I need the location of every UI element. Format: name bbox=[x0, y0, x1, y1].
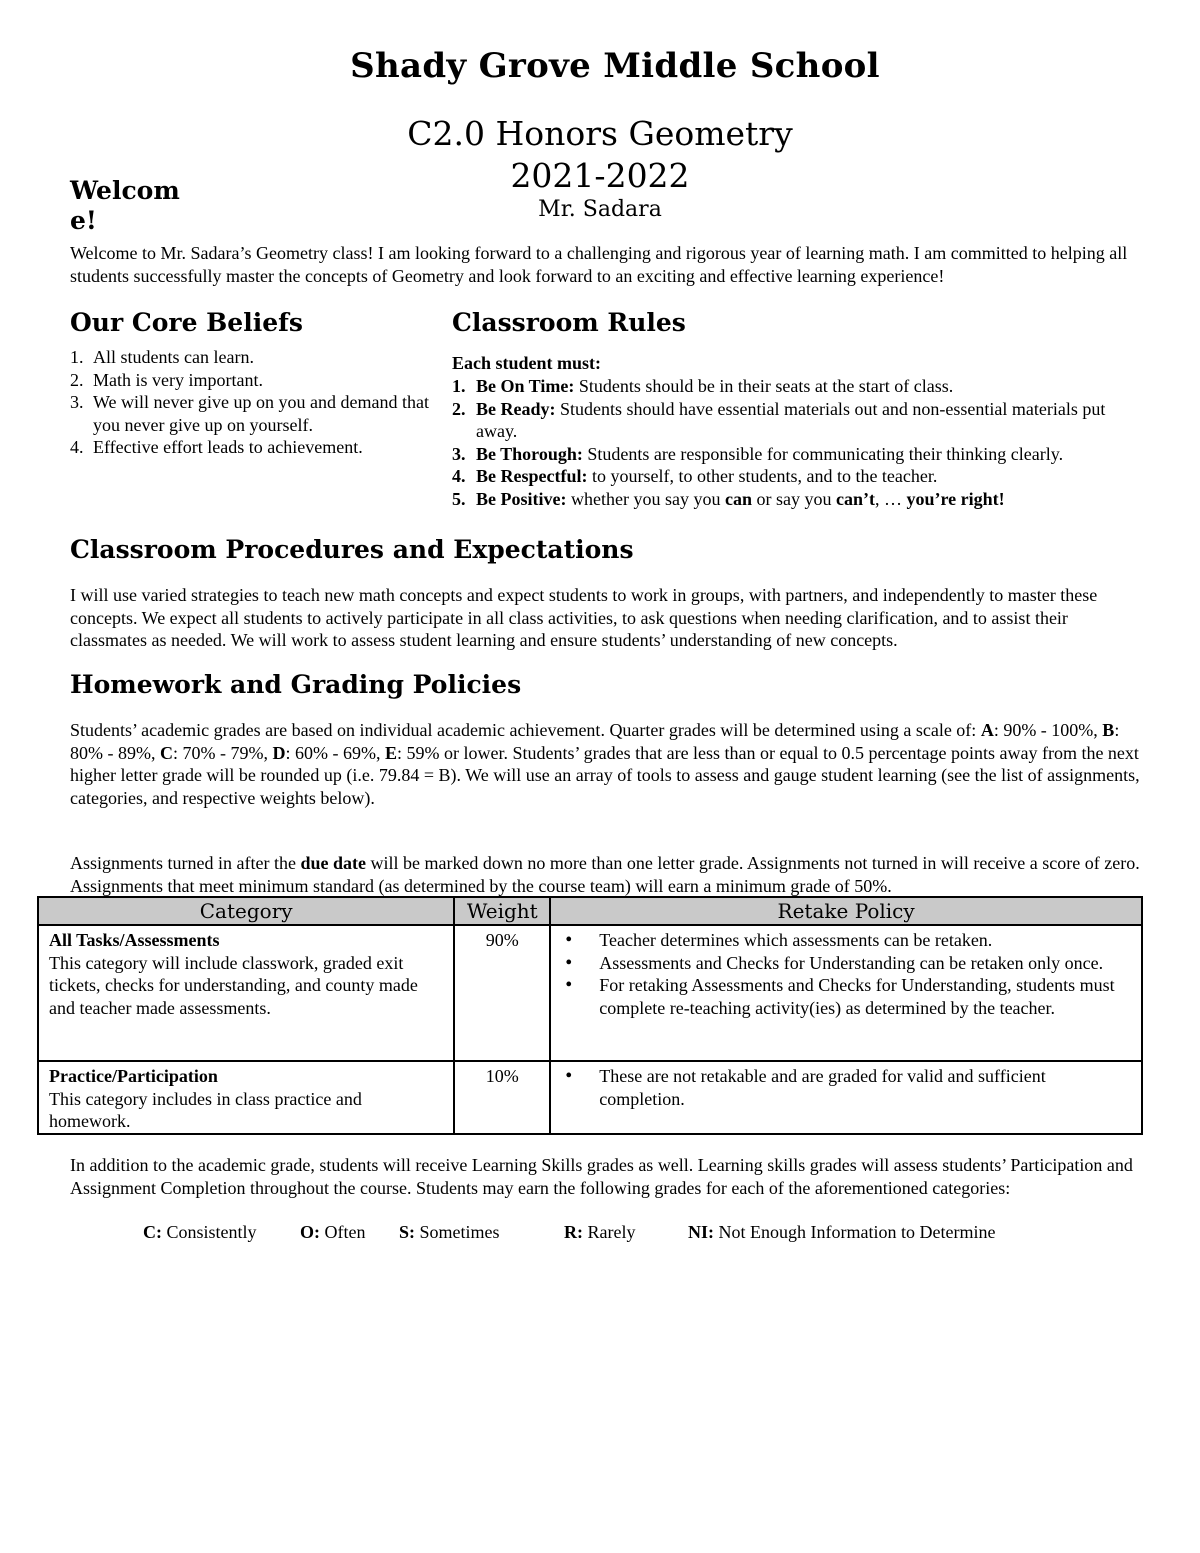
rule-number: 2. bbox=[452, 398, 466, 419]
grade-letter: C bbox=[159, 742, 173, 763]
learning-skills-text: In addition to the academic grade, students will receive Learning Skills grades as well. Learning skills grades will assess students’ Participation and Assignment Completion throughout the course. Students may earn the following grades for each of the aforementioned categories: bbox=[70, 1155, 1133, 1198]
column-header-category: Category bbox=[38, 897, 454, 925]
table-row bbox=[38, 925, 1142, 1061]
belief-number: 1. bbox=[70, 347, 84, 367]
rule-number: 4. bbox=[452, 466, 466, 486]
rule-item bbox=[452, 465, 1142, 488]
scale-code: NI: bbox=[688, 1222, 714, 1242]
rule-text: Students should have essential materials out and non-essential materials put away. bbox=[476, 398, 1106, 441]
scale-item bbox=[143, 1222, 300, 1243]
rule-title: Be Positive: bbox=[476, 488, 567, 509]
rule-item bbox=[452, 375, 1142, 398]
late-policy-text bbox=[70, 852, 1142, 897]
scale-code: C: bbox=[143, 1222, 162, 1242]
belief-number: 4. bbox=[70, 437, 84, 457]
belief-item bbox=[70, 369, 440, 392]
scale-code: S: bbox=[399, 1222, 416, 1242]
rule-text: Students should be in their seats at the start of class. bbox=[578, 376, 954, 396]
column-header-weight: Weight bbox=[454, 897, 550, 925]
rule-title: Be Thorough: bbox=[476, 443, 583, 464]
rule-emphasis: can bbox=[724, 488, 752, 509]
rule-number: 3. bbox=[452, 443, 466, 464]
welcome-heading-line1: Welcom bbox=[70, 176, 180, 205]
retake-policy-list bbox=[561, 929, 1131, 1019]
homework-heading: Homework and Grading Policies bbox=[70, 670, 522, 699]
category-cell bbox=[38, 925, 454, 1061]
rule-text: to yourself, to other students, and to the teacher. bbox=[591, 466, 938, 486]
rules-heading: Classroom Rules bbox=[452, 308, 686, 337]
belief-item bbox=[70, 436, 440, 459]
grade-letter: D bbox=[272, 742, 286, 763]
scale-label: Sometimes bbox=[419, 1222, 500, 1242]
welcome-heading bbox=[70, 176, 195, 236]
grade-letter: B bbox=[1102, 720, 1115, 740]
category-title: All Tasks/Assessments bbox=[49, 930, 220, 950]
welcome-text: Welcome to Mr. Sadara’s Geometry class! I am looking forward to a challenging and rigorous year of learning math. I am committed to helping all students successfully master the concepts of Geometry and look forward to an exciting and effective learning experience! bbox=[70, 243, 1128, 286]
scale-label: Consistently bbox=[166, 1222, 257, 1242]
rule-text: Students are responsible for communicating their thinking clearly. bbox=[587, 443, 1064, 464]
rule-text: or say you bbox=[756, 488, 832, 509]
course-title: C2.0 Honors Geometry bbox=[407, 114, 793, 153]
rule-number: 5. bbox=[452, 488, 466, 509]
rule-number: 1. bbox=[452, 376, 466, 396]
course-year: 2021-2022 bbox=[510, 156, 690, 195]
retake-policy-cell bbox=[550, 925, 1142, 1061]
scale-label: Not Enough Information to Determine bbox=[718, 1222, 996, 1242]
belief-item bbox=[70, 346, 440, 369]
scale-item bbox=[300, 1222, 399, 1243]
belief-item bbox=[70, 391, 440, 436]
grade-range: : 59% or lower. bbox=[396, 742, 508, 763]
column-header-retake-policy: Retake Policy bbox=[550, 897, 1142, 925]
list-item: • These are not retakable and are graded for valid and sufficient completion. bbox=[599, 1065, 1131, 1110]
rule-title: Be On Time: bbox=[476, 376, 575, 396]
scale-item bbox=[688, 1222, 995, 1243]
teacher-name: Mr. Sadara bbox=[538, 197, 662, 222]
category-description: This category will include classwork, graded exit tickets, checks for understanding, and county made and teacher made assessments. bbox=[49, 952, 418, 1018]
grade-category-table bbox=[37, 896, 1143, 1135]
rule-text: whether you say you bbox=[570, 488, 721, 509]
weight-cell: 10% bbox=[454, 1061, 550, 1134]
grade-letter: A bbox=[980, 720, 994, 740]
beliefs-heading: Our Core Beliefs bbox=[70, 308, 303, 337]
rule-emphasis: you’re right! bbox=[906, 488, 1005, 509]
beliefs-list bbox=[70, 346, 440, 459]
rule-item bbox=[452, 488, 1142, 511]
late-policy-part: Assignments turned in after the bbox=[70, 853, 296, 873]
scale-label: Rarely bbox=[587, 1222, 636, 1242]
scale-code: R: bbox=[564, 1222, 583, 1242]
rule-title: Be Ready: bbox=[476, 398, 556, 419]
category-title: Practice/Participation bbox=[49, 1066, 218, 1086]
grade-range: : 60% - 69%, bbox=[285, 742, 381, 763]
category-cell bbox=[38, 1061, 454, 1134]
grading-scale-text bbox=[70, 719, 1142, 809]
rules-intro: Each student must: bbox=[452, 353, 602, 373]
grading-text: Students’ academic grades are based on individual academic achievement. Quarter grades will be determined using a scale of: bbox=[70, 720, 977, 740]
belief-number: 3. bbox=[70, 392, 84, 412]
late-policy-part: will be marked down no more than one letter grade. Assignments not turned in will receive a score of zero. Assignments that meet minimum standard (as determined by the course team) will earn a minimum grade of 50%. bbox=[70, 853, 1140, 896]
scale-label: Often bbox=[324, 1222, 366, 1242]
grade-range: : 90% - 100%, bbox=[993, 720, 1098, 740]
due-date-emphasis: due date bbox=[300, 853, 366, 873]
list-item: • Assessments and Checks for Understanding can be retaken only once. bbox=[599, 952, 1131, 975]
belief-text: We will never give up on you and demand that you never give up on yourself. bbox=[93, 392, 429, 435]
grading-text: Students’ grades that are less than or equal to 0.5 percentage points away from the next higher letter grade will be rounded up (i.e. 79.84 = B). We will use an array of tools to assess and gauge student learning (see the list of assignments, categories, and respective weights below). bbox=[70, 742, 1140, 808]
belief-number: 2. bbox=[70, 369, 84, 390]
table-header-row bbox=[38, 897, 1142, 925]
belief-text: Math is very important. bbox=[93, 369, 263, 390]
weight-cell: 90% bbox=[454, 925, 550, 1061]
list-item: • Teacher determines which assessments can be retaken. bbox=[599, 929, 1131, 952]
rules-list bbox=[452, 375, 1142, 510]
scale-item bbox=[564, 1222, 688, 1243]
scale-item bbox=[399, 1222, 564, 1243]
grade-range: : 80% - 89%, bbox=[70, 720, 1120, 763]
category-description: This category includes in class practice and homework. bbox=[49, 1088, 362, 1131]
belief-text: Effective effort leads to achievement. bbox=[93, 437, 363, 457]
procedures-text: I will use varied strategies to teach new math concepts and expect students to work in groups, with partners, and independently to master these concepts. We expect all students to actively participate in all class activities, to ask questions when needing clarification, and to assist their classmates as needed. We will work to assess student learning and ensure students’ understanding of new concepts. bbox=[70, 585, 1098, 650]
rule-title: Be Respectful: bbox=[476, 466, 588, 486]
belief-text: All students can learn. bbox=[93, 347, 254, 367]
list-item: • For retaking Assessments and Checks for Understanding, students must complete re-teaching activity(ies) as determined by the teacher. bbox=[599, 974, 1131, 1019]
rule-item bbox=[452, 398, 1142, 443]
rule-item bbox=[452, 443, 1142, 466]
retake-policy-cell bbox=[550, 1061, 1142, 1134]
school-name: Shady Grove Middle School bbox=[350, 46, 880, 86]
scale-code: O: bbox=[300, 1222, 320, 1242]
welcome-heading-line2: e! bbox=[70, 206, 97, 235]
grade-range: : 70% - 79%, bbox=[172, 742, 268, 763]
retake-policy-list bbox=[561, 1065, 1131, 1110]
rule-text: , … bbox=[874, 488, 902, 509]
learning-skills-scale bbox=[143, 1222, 995, 1243]
procedures-heading: Classroom Procedures and Expectations bbox=[70, 535, 634, 564]
rule-emphasis: can’t bbox=[835, 488, 875, 509]
grade-letter: E bbox=[384, 742, 397, 763]
table-row bbox=[38, 1061, 1142, 1134]
